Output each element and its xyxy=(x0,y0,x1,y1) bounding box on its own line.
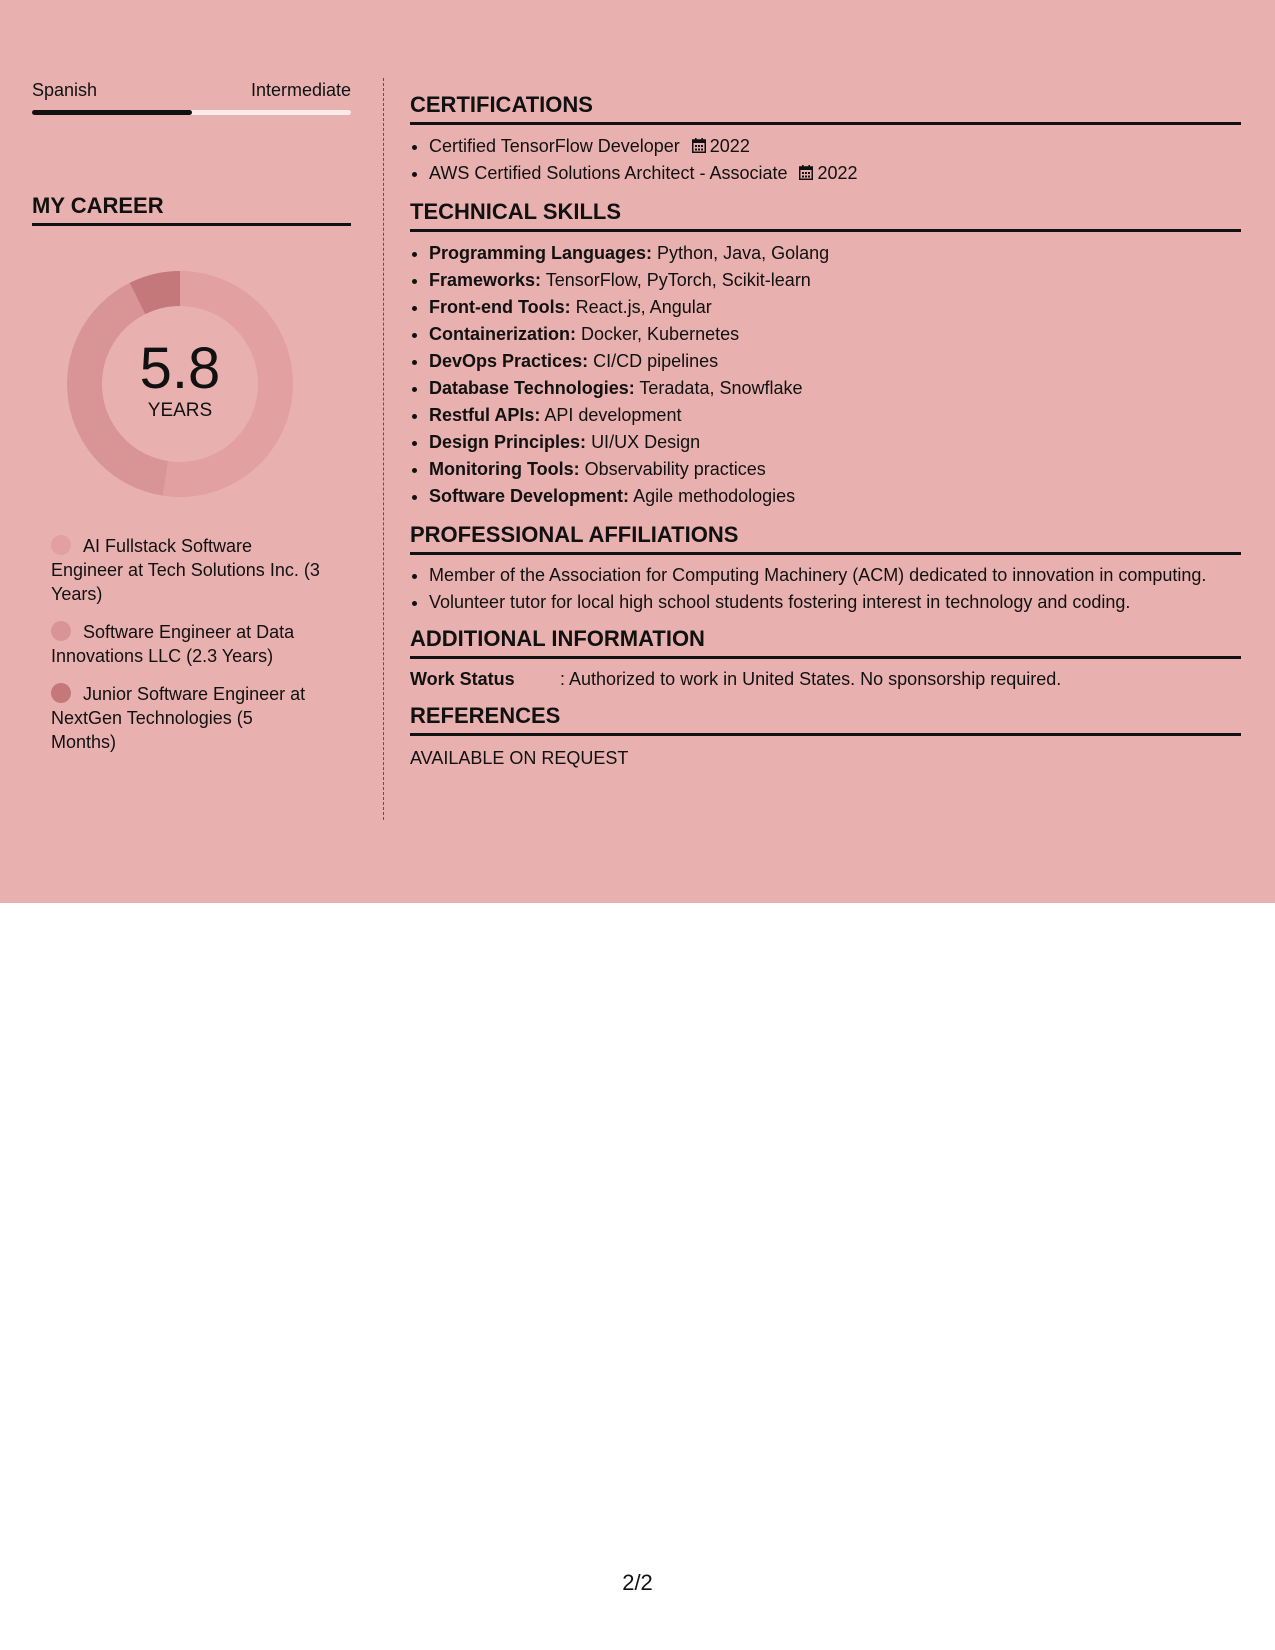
work-status-row xyxy=(410,667,1241,691)
career-legend-item xyxy=(51,534,321,606)
page-number: 2/2 xyxy=(622,1570,653,1595)
affiliation-item: • Member of the Association for Computing Machinery (ACM) dedicated to innovation in computing. xyxy=(429,563,1241,587)
skill-label: Restful APIs: xyxy=(429,405,541,425)
certification-year: 2022 xyxy=(817,163,858,183)
language-row xyxy=(32,78,351,102)
certification-item xyxy=(429,160,1241,187)
career-legend-label: Junior Software Engineer at NextGen Technologies (5 Months) xyxy=(51,684,306,752)
skill-label: Database Technologies: xyxy=(429,378,635,398)
work-status-value: : Authorized to work in United States. No sponsorship required. xyxy=(560,669,1062,689)
skill-item xyxy=(429,375,1241,402)
skill-item xyxy=(429,429,1241,456)
career-legend-label: Software Engineer at Data Innovations LLC (2.3 Years) xyxy=(51,622,295,666)
skill-item xyxy=(429,402,1241,429)
legend-dot-icon xyxy=(51,535,71,555)
skill-label: Monitoring Tools: xyxy=(429,459,580,479)
skill-item xyxy=(429,483,1241,510)
certification-name: Certified TensorFlow Developer xyxy=(429,136,680,156)
legend-dot-icon xyxy=(51,621,71,641)
certifications-title: CERTIFICATIONS xyxy=(410,92,1241,125)
skill-label: Programming Languages: xyxy=(429,243,653,263)
skill-label: Software Development: xyxy=(429,486,630,506)
career-legend-item xyxy=(51,682,321,754)
skill-value: UI/UX Design xyxy=(591,432,701,452)
language-level: Intermediate xyxy=(250,80,351,100)
certifications-list xyxy=(410,133,1241,187)
affiliations-title: PROFESSIONAL AFFILIATIONS xyxy=(410,522,1241,555)
skill-label: DevOps Practices: xyxy=(429,351,589,371)
left-column xyxy=(32,78,351,768)
career-legend xyxy=(51,534,321,754)
affiliation-item: • Volunteer tutor for local high school students fostering interest in technology and coding. xyxy=(429,590,1241,614)
right-column xyxy=(410,92,1241,782)
skills-section xyxy=(410,199,1241,510)
career-section-title: MY CAREER xyxy=(32,193,351,226)
skill-value: React.js, Angular xyxy=(575,297,712,317)
language-name: Spanish xyxy=(32,80,98,100)
additional-info-section xyxy=(410,626,1241,691)
certification-year: 2022 xyxy=(709,136,750,156)
skill-value: Python, Java, Golang xyxy=(657,243,830,263)
language-proficiency-bar xyxy=(32,110,351,115)
skill-value: API development xyxy=(544,405,682,425)
career-total-value: 5.8 xyxy=(139,336,221,401)
references-section xyxy=(410,703,1241,770)
skill-value: TensorFlow, PyTorch, Scikit-learn xyxy=(545,270,811,290)
certifications-section xyxy=(410,92,1241,187)
career-total-unit: YEARS xyxy=(147,400,213,421)
career-donut-chart xyxy=(66,270,294,498)
skill-item xyxy=(429,240,1241,267)
skill-label: Frameworks: xyxy=(429,270,542,290)
legend-dot-icon xyxy=(51,683,71,703)
skill-item xyxy=(429,267,1241,294)
certification-name: AWS Certified Solutions Architect - Associate xyxy=(429,163,788,183)
skill-value: Observability practices xyxy=(584,459,766,479)
calendar-icon xyxy=(692,138,706,153)
skill-label: Front-end Tools: xyxy=(429,297,571,317)
affiliations-list xyxy=(410,563,1241,614)
certification-item xyxy=(429,133,1241,160)
skill-item xyxy=(429,348,1241,375)
skill-value: CI/CD pipelines xyxy=(593,351,719,371)
skill-value: Teradata, Snowflake xyxy=(639,378,803,398)
skills-title: TECHNICAL SKILLS xyxy=(410,199,1241,232)
calendar-icon xyxy=(799,165,813,180)
additional-info-title: ADDITIONAL INFORMATION xyxy=(410,626,1241,659)
references-text: AVAILABLE ON REQUEST xyxy=(410,748,629,768)
skill-label: Containerization: xyxy=(429,324,576,344)
affiliations-section xyxy=(410,522,1241,614)
skill-item xyxy=(429,294,1241,321)
skill-value: Agile methodologies xyxy=(633,486,796,506)
career-legend-label: AI Fullstack Software Engineer at Tech Solutions Inc. (3 Years) xyxy=(51,536,320,604)
career-legend-item xyxy=(51,620,321,668)
skill-label: Design Principles: xyxy=(429,432,587,452)
skill-item xyxy=(429,456,1241,483)
skills-list xyxy=(410,240,1241,510)
skill-item xyxy=(429,321,1241,348)
references-title: REFERENCES xyxy=(410,703,1241,736)
skill-value: Docker, Kubernetes xyxy=(581,324,740,344)
language-proficiency-fill xyxy=(32,110,192,115)
column-divider xyxy=(383,78,384,820)
work-status-label: Work Status xyxy=(410,669,515,689)
donut-center xyxy=(66,270,294,498)
